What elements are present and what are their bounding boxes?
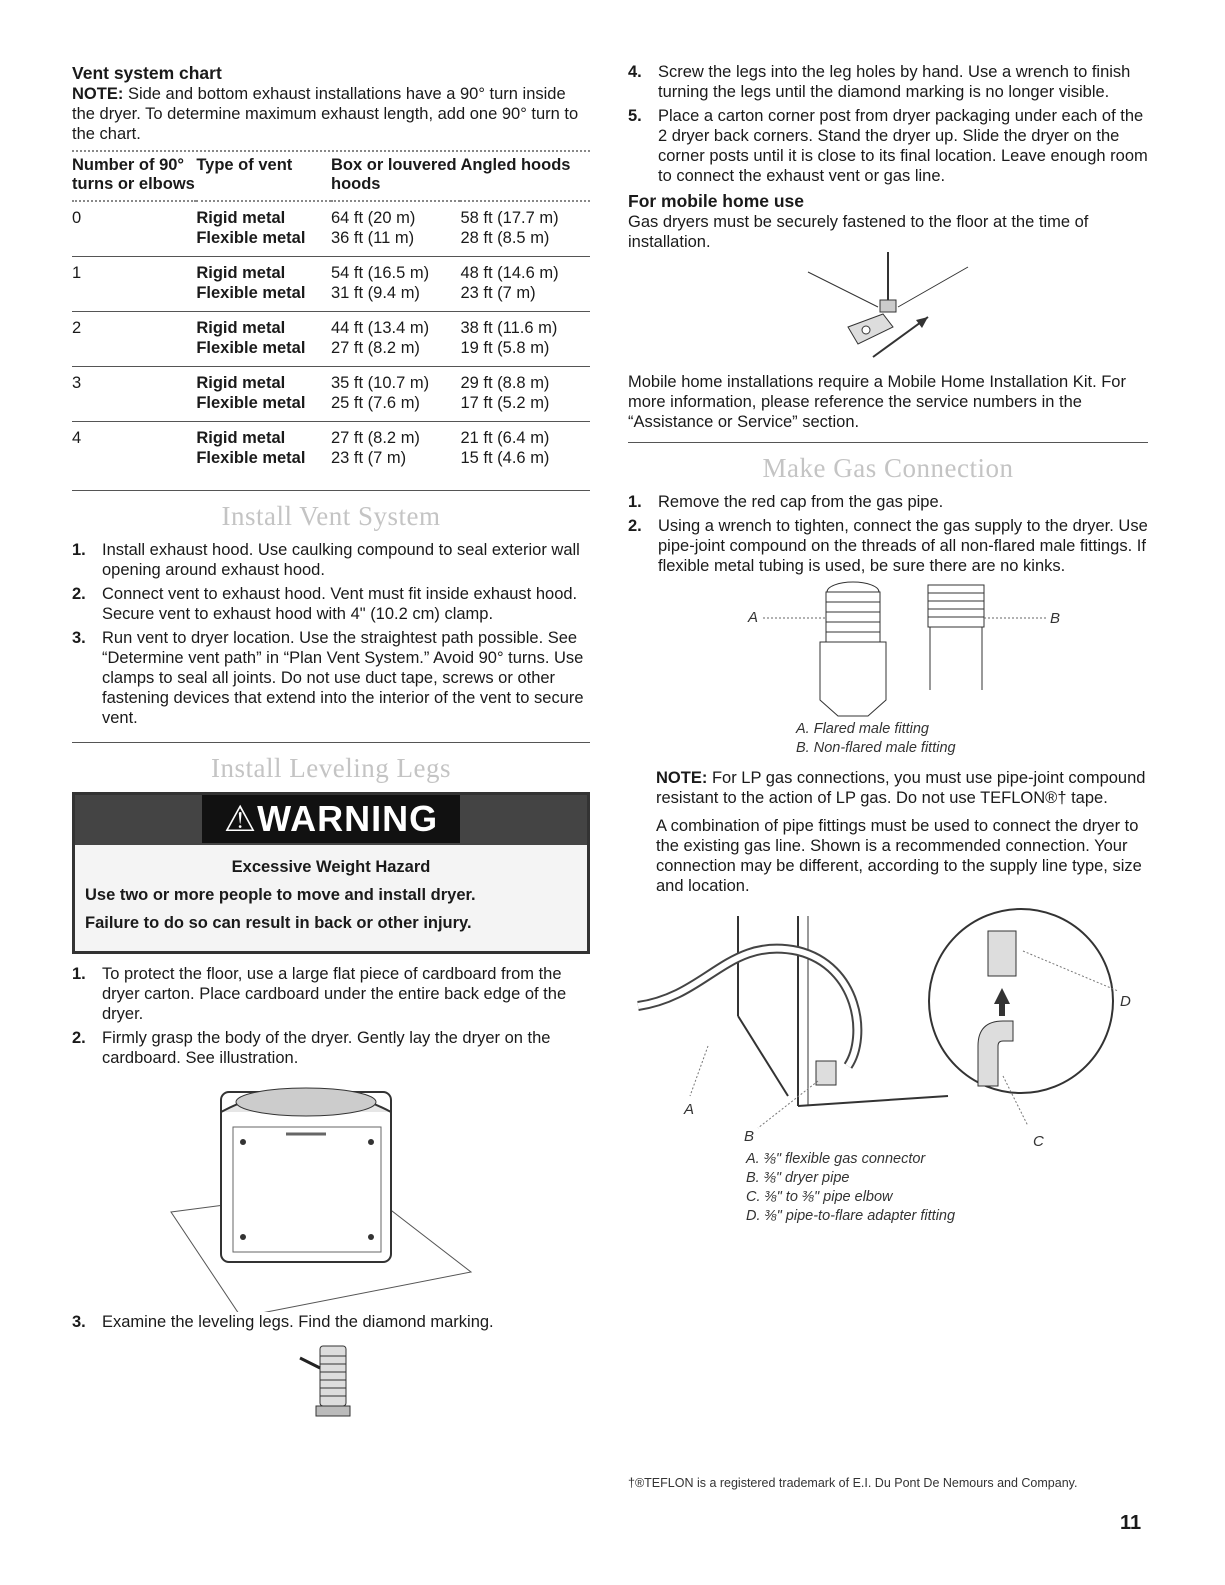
list-item: 1. Install exhaust hood. Use caulking compound to seal exterior wall opening around exhaust hood. [72, 541, 580, 579]
mobile-home-bracket-illustration [788, 252, 988, 372]
teflon-footnote: †®TEFLON is a registered trademark of E.I. Du Pont De Nemours and Company. [628, 1476, 1078, 1490]
warning-content [75, 845, 587, 951]
list-item: 2. Connect vent to exhaust hood. Vent must fit inside exhaust hood. Secure vent to exhaust hood with 4" (10.2 cm) clamp. [72, 585, 578, 623]
turns-cell: 3 [72, 367, 196, 422]
table-header-row [72, 156, 590, 201]
lp-gas-note: NOTE: For LP gas connections, you must use pipe-joint compound resistant to the action of LP gas. Do not use TEFLON®† tape. [656, 769, 1146, 807]
box-hood-length-cell: 64 ft (20 m) 36 ft (11 m) [331, 201, 461, 257]
angled-hood-length-cell: 58 ft (17.7 m) 28 ft (8.5 m) [460, 201, 590, 257]
gas-steps [628, 492, 1148, 576]
leveling-leg-illustration [292, 1336, 372, 1426]
warning-box [72, 792, 590, 954]
list-item: 1. To protect the floor, use a large flat piece of cardboard from the dryer carton. Place cardboard under the entire back edge of the dryer. [72, 965, 567, 1023]
connection-caption: D. ⅜" pipe-to-flare adapter fitting [746, 1208, 956, 1224]
install-legs-steps-b [72, 1312, 590, 1332]
vent-type-cell: Rigid metal Flexible metal [196, 422, 331, 477]
box-hood-length-cell: 44 ft (13.4 m) 27 ft (8.2 m) [331, 312, 461, 367]
turns-cell: 1 [72, 257, 196, 312]
box-hood-length-cell: 54 ft (16.5 m) 31 ft (9.4 m) [331, 257, 461, 312]
combination-text: A combination of pipe fittings must be used to connect the dryer to the existing gas line. Shown is a recommended connection. Your connection may be different, according to the supply line type, size and location. [656, 817, 1142, 895]
list-item: 4. Screw the legs into the leg holes by hand. Use a wrench to finish turning the legs until the diamond marking is no longer visible. [628, 63, 1131, 101]
chart-top-rule [72, 150, 590, 152]
section-divider [72, 742, 590, 743]
angled-hood-length-cell: 38 ft (11.6 m) 19 ft (5.8 m) [460, 312, 590, 367]
turns-cell: 4 [72, 422, 196, 477]
list-item: 2. Firmly grasp the body of the dryer. Gently lay the dryer on the cardboard. See illustration. [72, 1029, 551, 1067]
conn-label-b: B [744, 1128, 755, 1145]
warning-label: ⚠WARNING [202, 795, 460, 843]
header-box-hoods: Box or louvered hoods [330, 156, 457, 193]
section-divider [72, 490, 590, 491]
box-hood-length-cell: 27 ft (8.2 m) 23 ft (7 m) [331, 422, 461, 477]
dryer-on-cardboard-illustration [161, 1072, 501, 1312]
install-legs-steps-c [628, 62, 1148, 186]
list-item: 3. Examine the leveling legs. Find the diamond marking. [72, 1313, 494, 1331]
list-item: 1. Remove the red cap from the gas pipe. [628, 493, 944, 511]
mobile-home-title: For mobile home use [628, 191, 804, 211]
table-row [72, 312, 590, 367]
mobile-home-text-1: Gas dryers must be securely fastened to the floor at the time of installation. [628, 213, 1089, 251]
list-item: 3. Run vent to dryer location. Use the straightest path possible. See “Determine vent path” in “Plan Vent System.” Avoid 90° turns. Use clamps to seal all joints. Do not use duct tape, screws or other fastening devices that extend into the interior of the vent to secure vent. [72, 629, 584, 727]
install-vent-steps [72, 540, 590, 728]
conn-label-c: C [1033, 1133, 1044, 1146]
right-column [628, 62, 1148, 1226]
fitting-captions [628, 720, 1148, 758]
warning-banner [75, 795, 587, 845]
vent-chart-title: Vent system chart [72, 63, 222, 83]
conn-label-a: A [684, 1101, 695, 1118]
list-item: 5. Place a carton corner post from dryer packaging under each of the 2 dryer back corners. Stand the dryer up. Slide the dryer on the corner posts until it is close to its final location. Leave enough room to connect the exhaust vent or gas line. [628, 107, 1148, 185]
page-number: 11 [1120, 1512, 1142, 1534]
header-angled-hoods: Angled hoods [460, 156, 571, 174]
fitting-label-b: B [1050, 610, 1061, 627]
header-vent-type: Type of vent [196, 156, 293, 174]
warning-hazard: Excessive Weight Hazard [231, 858, 431, 876]
vent-type-cell: Rigid metal Flexible metal [196, 201, 331, 257]
gas-connection-title: Make Gas Connection [762, 453, 1014, 483]
vent-system-table [72, 156, 590, 476]
table-row [72, 422, 590, 477]
note-text: Side and bottom exhaust installations have a 90° turn inside the dryer. To determine maximum exhaust length, add one 90° turn to the chart. [72, 85, 579, 143]
vent-table-body [72, 201, 590, 476]
conn-label-d: D [1120, 993, 1131, 1010]
warning-line-1: Use two or more people to move and install dryer. [85, 886, 476, 904]
turns-cell: 0 [72, 201, 196, 257]
fitting-caption: B. Non-flared male fitting [796, 740, 956, 756]
table-row [72, 257, 590, 312]
table-row [72, 367, 590, 422]
box-hood-length-cell: 35 ft (10.7 m) 25 ft (7.6 m) [331, 367, 461, 422]
install-vent-title: Install Vent System [221, 501, 441, 531]
gas-connection-illustration [628, 896, 1148, 1146]
connection-caption: A. ⅜" flexible gas connector [746, 1151, 926, 1167]
left-column [72, 62, 590, 1426]
gas-notes [628, 768, 1148, 896]
vent-type-cell: Rigid metal Flexible metal [196, 257, 331, 312]
connection-captions [628, 1150, 1148, 1226]
vent-chart-note [72, 84, 590, 144]
fittings-illustration [708, 580, 1068, 720]
section-divider [628, 442, 1148, 443]
vent-type-cell: Rigid metal Flexible metal [196, 312, 331, 367]
mobile-home-text-2: Mobile home installations require a Mobile Home Installation Kit. For more information, please reference the service numbers in the “Assistance or Service” section. [628, 373, 1126, 431]
warning-line-2: Failure to do so can result in back or other injury. [85, 914, 472, 932]
vent-type-cell: Rigid metal Flexible metal [196, 367, 331, 422]
connection-caption: C. ⅜" to ⅜" pipe elbow [746, 1189, 893, 1205]
install-legs-steps-a [72, 964, 590, 1068]
connection-caption: B. ⅜" dryer pipe [746, 1170, 850, 1186]
header-turns: Number of 90° turns or elbows [72, 156, 195, 193]
note-label: NOTE: [72, 85, 124, 103]
fitting-label-a: A [748, 609, 759, 626]
turns-cell: 2 [72, 312, 196, 367]
fitting-caption: A. Flared male fitting [796, 721, 929, 737]
angled-hood-length-cell: 29 ft (8.8 m) 17 ft (5.2 m) [460, 367, 590, 422]
table-row [72, 201, 590, 257]
install-legs-title: Install Leveling Legs [211, 753, 451, 783]
angled-hood-length-cell: 48 ft (14.6 m) 23 ft (7 m) [460, 257, 590, 312]
list-item: 2. Using a wrench to tighten, connect the gas supply to the dryer. Use pipe-joint compound on the threads of all non-flared male fittings. If flexible metal tubing is used, be sure there are no kinks. [628, 517, 1148, 575]
angled-hood-length-cell: 21 ft (6.4 m) 15 ft (4.6 m) [460, 422, 590, 477]
